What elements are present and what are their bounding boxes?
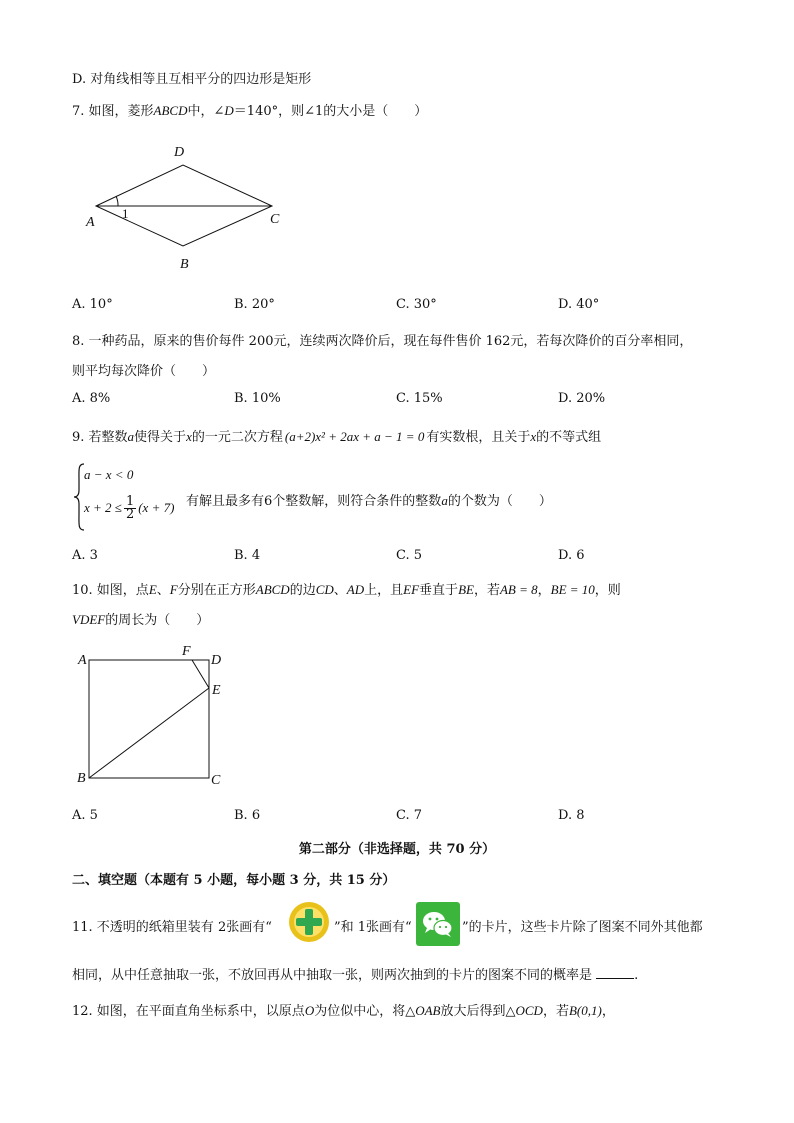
q12-t-b: 为位似中心，将△	[314, 1004, 416, 1019]
q10-e: E	[148, 582, 157, 597]
q9-l2-c: 的个数为（ ）	[447, 494, 552, 509]
q6-option-d: D. 对角线相等且互相平分的四边形是矩形	[72, 72, 312, 87]
q9-var-a: a	[127, 429, 135, 444]
q7-angle-var: D	[224, 103, 234, 118]
q9-option-c: C. 5	[396, 548, 423, 563]
label-c: C	[270, 212, 280, 227]
q8-stem-line1: 8. 一种药品，原来的售价每件 200元，连续两次降价后，现在每件售价 162元，若每次降价的百分率相同，	[72, 334, 693, 349]
q12-o: O	[304, 1003, 315, 1018]
label-b: B	[180, 257, 189, 272]
q9-text-b: 使得关于	[134, 430, 187, 445]
q8-option-c: C. 15%	[396, 391, 443, 406]
q10-l2: 的周长为（ ）	[105, 613, 210, 628]
q12-stem-line1	[72, 1000, 615, 1019]
section2-title: 二、填空题（本题有 5 小题，每小题 3 分，共 15 分）	[72, 873, 396, 888]
q8-option-b: B. 10%	[234, 391, 281, 406]
angle-1-arc	[116, 196, 118, 206]
q9-var-a-2: a	[441, 493, 448, 508]
q9-var-x: x	[186, 429, 192, 444]
q9-ineq2-left: x + 2 ≤	[84, 500, 122, 515]
q9-text-a: 9. 若整数	[72, 430, 128, 445]
q9-ineq2-right: (x + 7)	[138, 500, 175, 515]
q12-t-e: ，	[601, 1004, 615, 1019]
label-a: A	[78, 653, 87, 668]
q11-stem-line1c: ”的卡片，这些卡片除了图案不同外其他都	[462, 920, 703, 935]
q9-inequality-2	[84, 496, 174, 521]
q10-f: F	[169, 582, 178, 597]
q10-stem-line1	[72, 579, 621, 598]
q10-t-a: 10. 如图，点	[72, 583, 149, 598]
q10-t-c: 的边	[289, 583, 316, 598]
q12-oab: OAB	[415, 1003, 441, 1018]
q10-ab-eq: AB = 8	[499, 582, 538, 597]
q10-option-c: C. 7	[396, 808, 423, 823]
q12-t-c: 放大后得到△	[440, 1004, 516, 1019]
q10-square-figure	[72, 642, 242, 790]
q11-l2-end: .	[634, 968, 639, 983]
q10-t-e: 垂直于	[419, 583, 459, 598]
q9-var-x-2: x	[530, 429, 537, 444]
q10-ef: EF	[403, 582, 420, 597]
q9-text-e: 的不等式组	[536, 430, 602, 445]
q9-count: 6	[264, 494, 273, 509]
q12-b-point: B(0,1)	[568, 1003, 602, 1018]
q7-option-a: A. 10°	[72, 297, 113, 312]
label-b: B	[77, 771, 86, 786]
q10-t-g: ，则	[594, 583, 621, 598]
q7-stem-mid: 中，∠	[187, 104, 225, 119]
q9-option-b: B. 4	[234, 548, 261, 563]
q11-l2-text: 相同，从中任意抽取一张，不放回再从中抽取一张，则两次抽到的卡片的图案不同的概率是	[72, 968, 593, 983]
q10-option-d: D. 8	[558, 808, 585, 823]
q9-option-d: D. 6	[558, 548, 585, 563]
q10-square: ABCD	[255, 582, 290, 597]
label-angle-1: 1	[122, 206, 129, 221]
q10-triangle: VDEF	[72, 612, 106, 627]
q9-frac-den: 2	[125, 507, 135, 522]
q9-l2-a: 有解且最多有	[186, 494, 265, 509]
q7-stem	[72, 100, 427, 119]
q10-cd: CD	[315, 582, 334, 597]
q9-inequality-1: a − x < 0	[84, 467, 134, 482]
q9-text-c: 的一元二次方程	[191, 430, 283, 445]
q9-stem-line2	[186, 490, 552, 509]
q9-text-d: 有实数根，且关于	[426, 430, 531, 445]
q10-option-b: B. 6	[234, 808, 261, 823]
q7-option-c: C. 30°	[396, 297, 437, 312]
q7-rhombus-figure	[80, 138, 300, 278]
q9-option-a: A. 3	[72, 548, 98, 563]
part2-title: 第二部分（非选择题，共 70 分）	[298, 842, 496, 857]
q8-option-d: D. 20%	[558, 391, 606, 406]
q10-be: BE	[458, 582, 474, 597]
q11-stem-line1a: 11. 不透明的纸箱里装有 2张画有“	[72, 920, 272, 935]
q11-answer-blank[interactable]	[596, 966, 634, 979]
q8-option-a: A. 8%	[72, 391, 111, 406]
q9-equation: (a+2)x² + 2ax + a − 1 = 0	[284, 429, 425, 444]
q10-ad: AD	[346, 582, 365, 597]
q8-stem-line2: 则平均每次降价（ ）	[72, 364, 216, 379]
q9-frac-num: 1	[125, 494, 135, 509]
q10-comma: ，	[537, 583, 551, 598]
label-a: A	[86, 215, 95, 230]
q9-ineq2-fraction	[124, 496, 136, 521]
q7-option-d: D. 40°	[558, 297, 600, 312]
label-c: C	[211, 773, 221, 788]
q11-stem-line2	[72, 964, 638, 983]
label-d: D	[174, 145, 185, 160]
q10-stem-line2	[72, 609, 209, 628]
q7-stem-end: ＝140°，则∠1的大小是（ ）	[233, 104, 428, 119]
q10-sep-2: 、	[333, 583, 347, 598]
q9-stem-line1	[72, 426, 601, 445]
chat-bubble-icon	[416, 902, 460, 946]
q7-option-b: B. 20°	[234, 297, 275, 312]
segment-be	[89, 688, 209, 778]
q10-t-b: 分别在正方形	[177, 583, 256, 598]
square-outline	[89, 660, 209, 778]
q12-ocd: OCD	[515, 1003, 543, 1018]
segment-ef	[192, 660, 209, 688]
q7-figure-name: ABCD	[153, 103, 188, 118]
q10-t-d: 上，且	[364, 583, 404, 598]
q10-sep: 、	[156, 583, 170, 598]
q10-be-eq: BE = 10	[550, 582, 595, 597]
q9-l2-b: 个整数解，则符合条件的整数	[272, 494, 442, 509]
q7-stem-prefix: 7. 如图，菱形	[72, 104, 154, 119]
q12-t-d: ，若	[542, 1004, 569, 1019]
q11-stem-line1b: ”和 1张画有“	[334, 920, 412, 935]
label-e: E	[212, 683, 221, 698]
label-f: F	[182, 644, 191, 659]
label-d: D	[211, 653, 222, 668]
q12-t-a: 12. 如图，在平面直角坐标系中，以原点	[72, 1004, 305, 1019]
plus-badge-icon	[286, 900, 332, 944]
q10-option-a: A. 5	[72, 808, 98, 823]
q10-t-f: ，若	[473, 583, 500, 598]
